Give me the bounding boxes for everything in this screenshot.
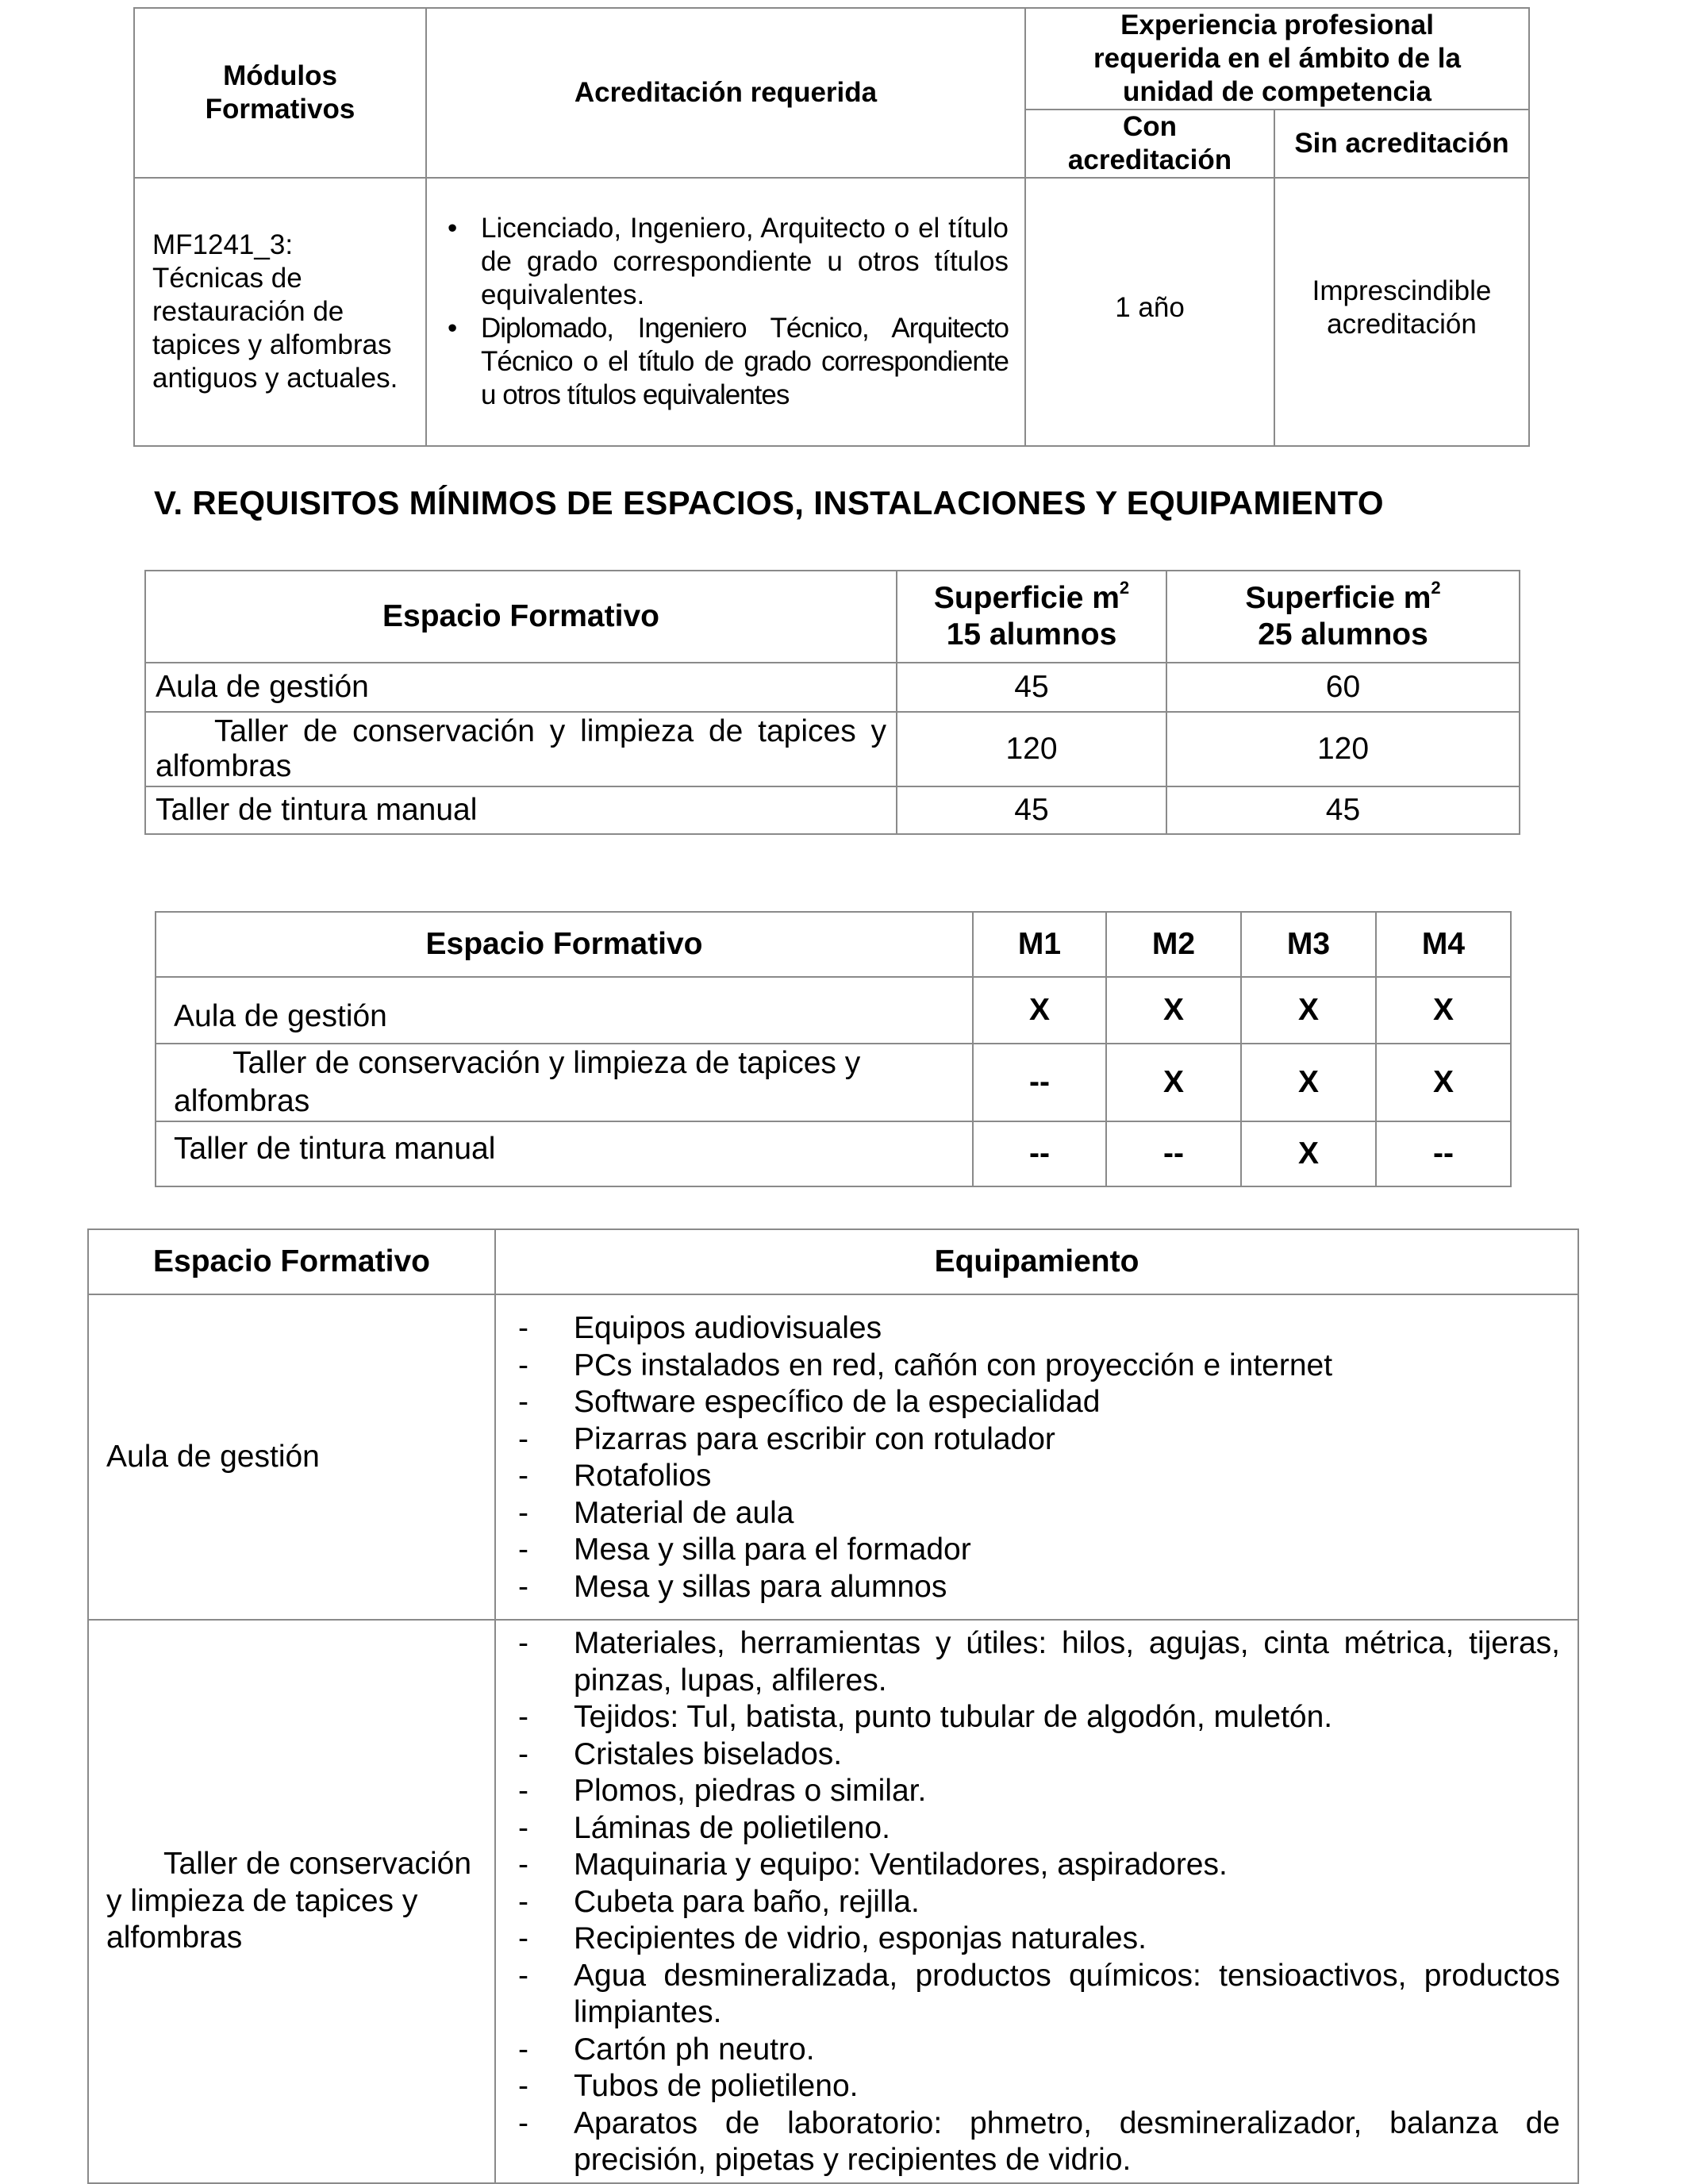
space-name: Taller de tintura manual [156,1121,973,1186]
header-equipamiento: Equipamiento [495,1229,1578,1294]
module-mark: X [1241,1044,1376,1121]
equipment-item: - Tejidos: Tul, batista, punto tubular de algodón, muletón. [518,1699,1560,1736]
header-acreditacion: Acreditación requerida [426,8,1025,178]
sin-acreditacion-value: Imprescindible acreditación [1274,178,1529,446]
equipment-item: - Agua desmineralizada, productos químicos: tensioactivos, productos limpiantes. [518,1958,1560,2032]
equipment-item: - Láminas de polietileno. [518,1810,1560,1848]
module-mark: X [1241,977,1376,1044]
module-mark: -- [1376,1121,1511,1186]
surface-25-value: 45 [1166,786,1520,834]
surface-table [144,570,1520,835]
table-row [88,1620,1578,2183]
equipment-item: - Maquinaria y equipo: Ventiladores, aspiradores. [518,1847,1560,1884]
section-heading: V. REQUISITOS MÍNIMOS DE ESPACIOS, INSTALACIONES Y EQUIPAMIENTO [154,484,1384,521]
module-mark: X [1241,1121,1376,1186]
modules-matrix-table [155,911,1512,1187]
equipment-item: - Pizarras para escribir con rotulador [518,1421,1560,1459]
surface-25-value: 120 [1166,712,1520,786]
module-mark: X [973,977,1106,1044]
accreditation-cell [426,178,1025,446]
header-con-acreditacion: Con acreditación [1025,110,1274,178]
equipment-item: - Cartón ph neutro. [518,2032,1560,2069]
module-mark: -- [973,1044,1106,1121]
surface-15-value: 45 [897,663,1166,712]
equipment-item: - Aparatos de laboratorio: phmetro, desmineralizador, balanza de precisión, pipetas y recipientes de vidrio. [518,2105,1560,2179]
module-mark: X [1376,1044,1511,1121]
equipment-list [496,1621,1577,2182]
accreditation-list [427,212,1024,412]
equipment-item: - Tubos de polietileno. [518,2068,1560,2105]
table-row [145,786,1520,834]
space-name: Aula de gestión [156,977,973,1044]
space-name: Aula de gestión [145,663,897,712]
header-superficie-25 [1166,571,1520,663]
surface-15-value: 45 [897,786,1166,834]
space-name: Taller de tintura manual [145,786,897,834]
table-row [88,1294,1578,1620]
equipment-cell [495,1294,1578,1620]
space-name: Taller de conservación y limpieza de tapices y alfombras [156,1044,973,1121]
superficie-label: Superficie m [1245,581,1431,615]
header-sin-acreditacion: Sin acreditación [1274,110,1529,178]
header-espacio-formativo: Espacio Formativo [156,912,973,977]
modules-accreditation-table [133,7,1530,447]
equipment-table [87,1228,1579,2184]
equipment-item: - Cristales biselados. [518,1736,1560,1774]
surface-15-value: 120 [897,712,1166,786]
equipment-item: - PCs instalados en red, cañón con proyección e internet [518,1348,1560,1385]
header-m2: M2 [1106,912,1241,977]
superscript-2: 2 [1119,578,1130,598]
equipment-item: - Mesa y sillas para alumnos [518,1569,1560,1606]
equipment-item: - Rotafolios [518,1458,1560,1495]
table-row [156,1121,1511,1186]
equipment-item: - Recipientes de vidrio, esponjas naturales. [518,1921,1560,1958]
equipment-item: - Mesa y silla para el formador [518,1532,1560,1569]
superficie-label: Superficie m [933,581,1120,615]
header-espacio-formativo: Espacio Formativo [145,571,897,663]
space-name: Taller de conservación y limpieza de tapices y alfombras [88,1620,495,2183]
module-mark: X [1376,977,1511,1044]
superscript-2: 2 [1431,578,1441,598]
table-row [156,977,1511,1044]
header-m4: M4 [1376,912,1511,977]
alumnos-15-label: 15 alumnos [946,617,1117,652]
alumnos-25-label: 25 alumnos [1258,617,1428,652]
module-mark: X [1106,977,1241,1044]
header-modulos: Módulos Formativos [134,8,426,178]
equipment-item: - Material de aula [518,1495,1560,1532]
accreditation-item: • Licenciado, Ingeniero, Arquitecto o el título de grado correspondiente u otros títulos equivalentes. [443,212,1009,312]
module-mark: -- [973,1121,1106,1186]
equipment-item: - Plomos, piedras o similar. [518,1773,1560,1810]
header-m3: M3 [1241,912,1376,977]
table-row [156,1044,1511,1121]
surface-25-value: 60 [1166,663,1520,712]
equipment-item: - Equipos audiovisuales [518,1310,1560,1348]
equipment-cell [495,1620,1578,2183]
equipment-item: - Software específico de la especialidad [518,1384,1560,1421]
module-mark: -- [1106,1121,1241,1186]
table-row [145,712,1520,786]
space-name: Taller de conservación y limpieza de tapices y alfombras [145,712,897,786]
accreditation-item: • Diplomado, Ingeniero Técnico, Arquitecto Técnico o el título de grado correspondiente u otros títulos equivalentes [443,312,1009,412]
equipment-item: - Materiales, herramientas y útiles: hilos, agujas, cinta métrica, tijeras, pinzas, lupas, alfileres. [518,1625,1560,1699]
module-code-cell: MF1241_3: Técnicas de restauración de tapices y alfombras antiguos y actuales. [134,178,426,446]
header-espacio-formativo: Espacio Formativo [88,1229,495,1294]
header-experiencia: Experiencia profesional requerida en el ámbito de la unidad de competencia [1025,8,1529,110]
con-acreditacion-value: 1 año [1025,178,1274,446]
space-name: Aula de gestión [88,1294,495,1620]
header-superficie-15 [897,571,1166,663]
equipment-list [496,1305,1577,1609]
table-row [145,663,1520,712]
module-mark: X [1106,1044,1241,1121]
header-m1: M1 [973,912,1106,977]
equipment-item: - Cubeta para baño, rejilla. [518,1884,1560,1921]
